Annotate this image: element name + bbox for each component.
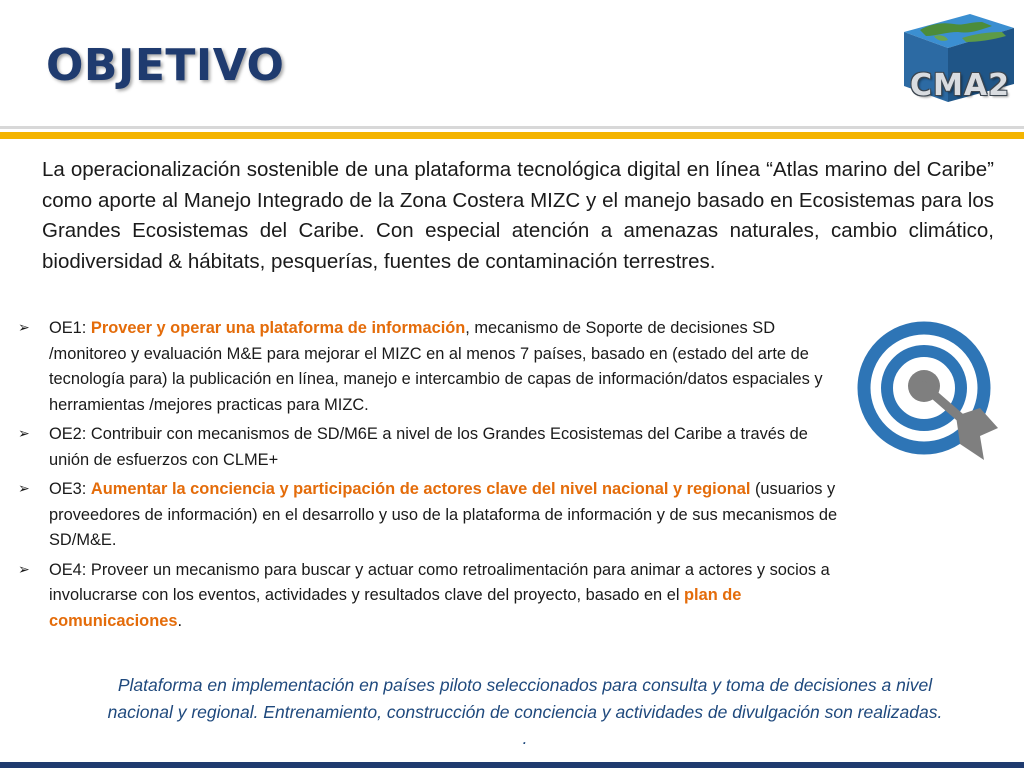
header-rule-grey xyxy=(0,126,1024,129)
oe4-highlight: plan de comunicaciones xyxy=(49,586,742,630)
oe3-highlight: Aumentar la conciencia y participación de actores clave del nivel nacional y regional xyxy=(90,480,751,498)
specific-objectives-list xyxy=(18,316,844,638)
list-item-oe3 xyxy=(18,477,844,554)
oe2-text: OE2: Contribuir con mecanismos de SD/M6E a nivel de los Grandes Ecosistemas del Caribe a través de unión de esfuerzos con CLME+ xyxy=(49,425,808,469)
logo-text: CMA2 xyxy=(910,68,1010,103)
slide-title: OBJETIVO xyxy=(46,40,285,91)
list-item-oe4 xyxy=(18,558,844,635)
oe1-lead: OE1: xyxy=(49,319,91,337)
arrow-bullet-icon: ➢ xyxy=(18,426,30,442)
implementation-note xyxy=(54,672,996,752)
oe1-highlight: Proveer y operar una plataforma de información xyxy=(90,319,466,337)
list-item-oe1 xyxy=(18,316,844,418)
oe3-rest: (usuarios y proveedores de información) en el desarrollo y uso de la plataforma de información y de sus mecanismos de SD/M&E. xyxy=(49,480,838,549)
oe3-lead: OE3: xyxy=(49,480,91,498)
arrow-bullet-icon: ➢ xyxy=(18,481,30,497)
oe1-rest: , mecanismo de Soporte de decisiones SD /monitoreo y evaluación M&E para mejorar el MIZC en al menos 7 países, basado en (estado del arte de tecnología para) la publicación en línea, manejo e intercambio de capas de información/datos espaciales y herramientas /mejores practicas para MIZC. xyxy=(49,319,823,414)
target-arrow-icon xyxy=(852,312,1008,468)
cma2-logo xyxy=(896,10,1018,106)
note-line-1: Plataforma en implementación en países piloto seleccionados para consulta y toma de decisiones a nivel xyxy=(117,675,933,695)
list-item-oe2 xyxy=(18,422,844,473)
note-line-2: nacional y regional. Entrenamiento, construcción de conciencia y actividades de divulgación son realizadas. xyxy=(107,701,943,722)
note-line-3: . xyxy=(522,728,528,748)
oe4-rest: . xyxy=(177,611,182,630)
arrow-bullet-icon: ➢ xyxy=(18,320,30,336)
oe4-lead: OE4: Proveer un mecanismo para buscar y actuar como retroalimentación para animar a actores y socios a involucrarse con los eventos, actividades y resultados clave del proyecto, basado en el xyxy=(49,560,830,604)
arrow-bullet-icon: ➢ xyxy=(18,561,30,578)
header-rule-gold xyxy=(0,132,1024,139)
objective-paragraph: La operacionalización sostenible de una plataforma tecnológica digital en línea “Atlas marino del Caribe” como aporte al Manejo Integrado de la Zona Costera MIZC y el manejo basado en Ecosistemas para los Grandes Ecosistemas del Caribe. Con especial atención a amenazas naturales, cambio climático, biodiversidad & hábitats, pesquerías, fuentes de contaminación terrestres. xyxy=(42,158,994,273)
footer-bar xyxy=(0,762,1024,768)
